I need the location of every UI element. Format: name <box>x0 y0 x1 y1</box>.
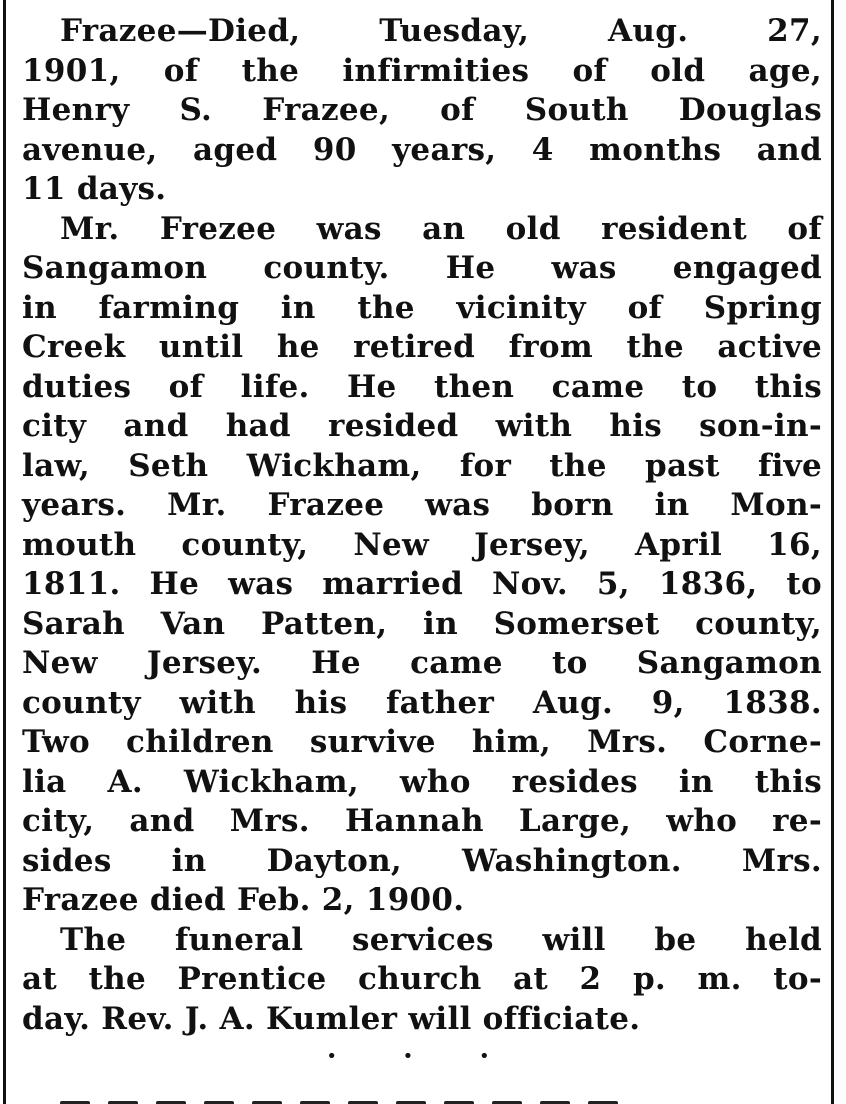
text-line: Frazee—Died, Tuesday, Aug. 27, <box>60 13 822 49</box>
text-line: 1811. He was married Nov. 5, 1836, to <box>22 566 822 602</box>
text-line: Mr. Frezee was an old resident of <box>60 210 822 247</box>
text-line: day. Rev. J. A. Kumler will officiate. <box>22 1000 641 1037</box>
column-rule-right <box>831 0 834 1104</box>
obituary-paragraph-funeral <box>22 921 822 1040</box>
cropped-next-article-text <box>60 1094 760 1104</box>
column-rule-left <box>3 0 6 1104</box>
obituary-paragraph-death-notice <box>22 12 822 210</box>
text-line: New Jersey. He came to Sangamon <box>22 645 822 681</box>
text-line: in farming in the vicinity of Spring <box>22 289 822 326</box>
text-line: Henry S. Frazee, of South Douglas <box>22 92 822 128</box>
text-line: law, Seth Wickham, for the past five <box>22 447 822 484</box>
text-line: city, and Mrs. Hannah Large, who re- <box>22 803 822 839</box>
text-line: avenue, aged 90 years, 4 months and <box>22 131 822 168</box>
text-line: Sarah Van Patten, in Somerset county, <box>22 605 822 642</box>
text-line: Two children survive him, Mrs. Corne- <box>22 724 822 760</box>
text-line: mouth county, New Jersey, April 16, <box>22 526 822 563</box>
obituary-column <box>22 12 822 1039</box>
text-line: sides in Dayton, Washington. Mrs. <box>22 842 822 879</box>
text-line: The funeral services will be held <box>60 921 822 958</box>
obituary-paragraph-biography <box>22 210 822 921</box>
text-line: Frazee died Feb. 2, 1900. <box>22 882 465 918</box>
text-line: Sangamon county. He was engaged <box>22 250 822 286</box>
text-line: 1901, of the infirmities of old age, <box>22 52 822 89</box>
text-line: Creek until he retired from the active <box>22 329 822 365</box>
text-line: at the Prentice church at 2 p. m. to- <box>22 961 822 997</box>
text-line: lia A. Wickham, who resides in this <box>22 763 822 800</box>
text-line: 11 days. <box>22 171 167 207</box>
text-line: years. Mr. Frazee was born in Mon- <box>22 487 822 523</box>
text-line: county with his father Aug. 9, 1838. <box>22 684 822 721</box>
text-line: duties of life. He then came to this <box>22 368 822 405</box>
article-separator: • • • <box>326 1046 520 1067</box>
text-line: city and had resided with his son-in- <box>22 408 822 444</box>
